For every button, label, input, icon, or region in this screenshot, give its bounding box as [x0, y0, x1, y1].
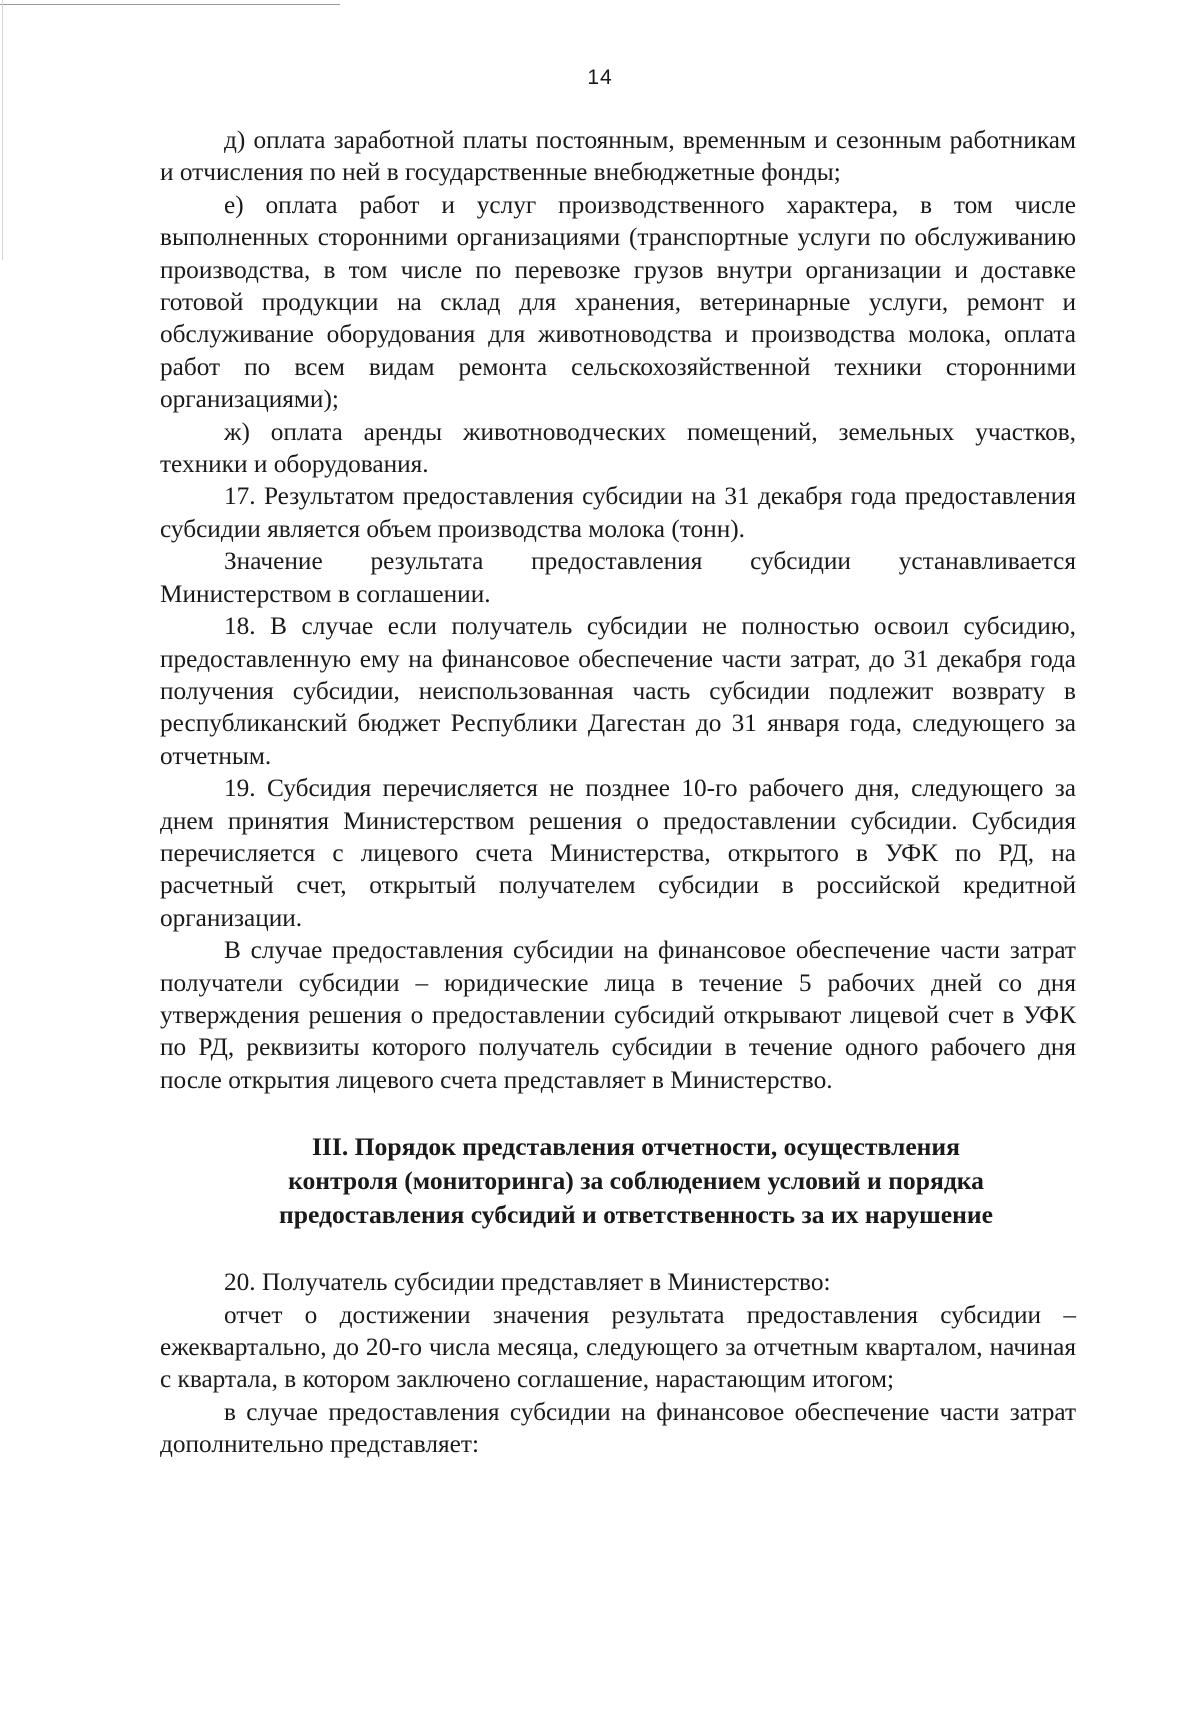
- paragraph-20: 20. Получатель субсидии представляет в Министерство:: [224, 1268, 831, 1297]
- paragraph-18: 18. В случае если получатель субсидии не полностью освоил субсидию, предоставленную ему на финансовое обеспечение части затрат, до 31 декабря года получения субсидии, неиспользованная часть субсидии подлежит возврату в республиканский бюджет Республики Дагестан до 31 января года, следующего за отчетным.: [160, 612, 1076, 770]
- section-heading-line-3: предоставления субсидий и ответственность за их нарушение: [279, 1200, 993, 1230]
- scan-edge-line: [0, 4, 340, 5]
- paragraph-quarterly-report: отчет о достижении значения результата предоставления субсидии – ежеквартально, до 20-го числа месяца, следующего за отчетным кварталом, начиная с квартала, в котором заключено соглашение, нарастающим итогом;: [160, 1300, 1076, 1394]
- paragraph-result-value: Значение результата предоставления субсидии устанавливается Министерством в соглашении.: [160, 547, 1076, 608]
- paragraph-d: д) оплата заработной платы постоянным, временным и сезонным работникам и отчисления по ней в государственные внебюджетные фонды;: [160, 126, 1076, 187]
- section-heading-line-1: III. Порядок представления отчетности, осуществления: [311, 1132, 961, 1162]
- section-heading: [160, 1130, 1076, 1232]
- paragraph-personal-account: В случае предоставления субсидии на финансовое обеспечение части затрат получатели субсидии – юридические лица в течение 5 рабочих дней со дня утверждения решения о предоставлении субсидий открывают лицевой счет в УФК по РД, реквизиты которого получатель субсидии в течение одного рабочего дня после открытия лицевого счета представляет в Министерство.: [160, 936, 1076, 1094]
- paragraph-e: е) оплата работ и услуг производственного характера, в том числе выполненных сторонними организациями (транспортные услуги по обслуживанию производства, в том числе по перевозке грузов внутри организации и доставке готовой продукции на склад для хранения, ветеринарные услуги, ремонт и обслуживание оборудования для животноводства и производства молока, оплата работ по всем видам ремонта сельскохозяйственной техники сторонними организациями);: [160, 190, 1076, 414]
- paragraph-zh: ж) оплата аренды животноводческих помещений, земельных участков, техники и оборудования.: [160, 417, 1076, 479]
- section-heading-line-2: контроля (мониторинга) за соблюдением условий и порядка: [288, 1166, 984, 1196]
- document-body: [160, 124, 1076, 1461]
- page-number: 14: [587, 66, 613, 89]
- paragraph-19: 19. Субсидия перечисляется не позднее 10-го рабочего дня, следующего за днем принятия Министерством решения о предоставлении субсидии. Субсидия перечисляется с лицевого счета Министерства, открытого в УФК по РД, на расчетный счет, открытый получателем субсидии в российской кредитной организации.: [160, 774, 1076, 932]
- paragraph-17: 17. Результатом предоставления субсидии на 31 декабря года предоставления субсидии является объем производства молока (тонн).: [160, 482, 1076, 543]
- paragraph-additional: в случае предоставления субсидии на финансовое обеспечение части затрат дополнительно представляет:: [160, 1397, 1076, 1459]
- scan-edge-left: [2, 0, 3, 260]
